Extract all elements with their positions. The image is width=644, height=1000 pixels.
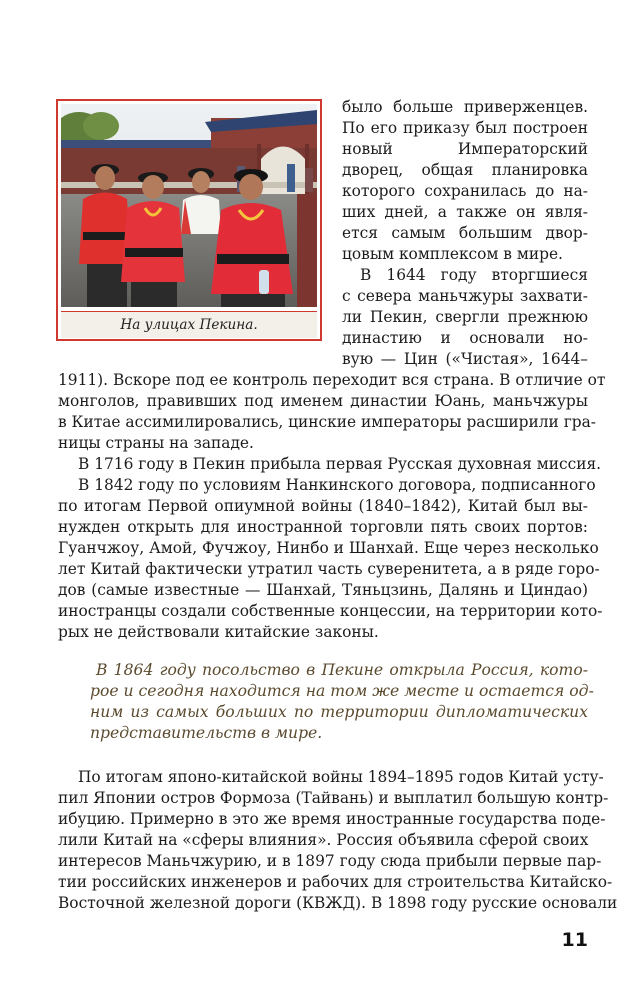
text-line: новый Императорский: [342, 140, 588, 158]
text-line: по итогам Первой опиумной войны (1840–1842), Китай был вы-: [58, 497, 588, 515]
text-line: В 1864 году посольство в Пекине открыла Россия, кото-: [96, 661, 588, 679]
paragraph-1716: [58, 454, 602, 475]
text-line: дов (самые известные — Шанхай, Тяньцзинь, Далянь и Циндао): [58, 581, 588, 599]
text-line: ницы страны на западе.: [58, 434, 254, 452]
text-line: ших дней, а также он явля-: [342, 203, 588, 221]
text-line: дворец, общая планировка: [342, 161, 588, 179]
text-line: монголов, правивших под именем династии Юань, маньчжуры: [58, 392, 588, 410]
paragraph-qing-continuation: [58, 370, 606, 454]
text-line: В 1716 году в Пекин прибыла первая Русская духовная миссия.: [78, 455, 602, 473]
right-column-text: [342, 97, 588, 370]
text-line: которого сохранилась до на-: [342, 182, 588, 200]
text-line: В 1842 году по условиям Нанкинского договора, подписанного: [78, 476, 596, 494]
text-line: ибуцию. Примерно в это же время иностранные государства поде-: [58, 810, 606, 828]
text-line: 1911). Вскоре под ее контроль переходит вся страна. В отличие от: [58, 371, 606, 389]
text-line: По его приказу был построен: [342, 119, 588, 137]
photo-illustration: [61, 104, 317, 307]
street-photo: [61, 104, 317, 307]
text-line: По итогам японо-китайской войны 1894–1895 годов Китай усту-: [78, 768, 604, 786]
photo-figure: [56, 99, 322, 341]
text-line: Гуанчжоу, Амой, Фучжоу, Нинбо и Шанхай. Еще через несколько: [58, 539, 599, 557]
text-line: ним из самых больших по территории дипломатических: [90, 703, 588, 721]
text-line: цовым комплексом в мире.: [342, 245, 563, 263]
text-line: вую — Цин («Чистая», 1644–: [342, 350, 588, 368]
page-number: 11: [561, 929, 588, 951]
text-line: пил Японии остров Формоза (Тайвань) и выплатил большую контр-: [58, 789, 609, 807]
text-line: иностранцы создали собственные концессии, на территории кото-: [58, 602, 603, 620]
paragraph-1894: [58, 767, 618, 914]
photo-caption: На улицах Пекина.: [61, 311, 317, 338]
text-line: представительств в мире.: [90, 724, 323, 742]
text-line: нужден открыть для иностранной торговли пять своих портов:: [58, 518, 588, 536]
text-line: рых не действовали китайские законы.: [58, 623, 379, 641]
text-line: лет Китай фактически утратил часть суверенитета, а в ряде горо-: [58, 560, 600, 578]
text-line: интересов Маньчжурию, и в 1897 году сюда прибыли первые пар-: [58, 852, 602, 870]
text-line: Восточной железной дороги (КВЖД). В 1898 году русские основали: [58, 894, 618, 912]
text-line: лили Китай на «сферы влияния». Россия объявила сферой своих: [58, 831, 589, 849]
text-line: с севера маньчжуры захвати-: [342, 287, 588, 305]
text-line: было больше приверженцев.: [342, 98, 588, 116]
text-line: ется самым большим двор-: [342, 224, 588, 242]
text-line: ли Пекин, свергли прежнюю: [342, 308, 588, 326]
text-line: династию и основали но-: [342, 329, 588, 347]
paragraph-1842: [58, 475, 603, 643]
text-line: в Китае ассимилировались, цинские императоры расширили гра-: [58, 413, 596, 431]
quote-block-1864: [90, 660, 594, 744]
text-line: рое и сегодня находится на том же месте и остается од-: [90, 682, 594, 700]
text-line: тии российских инженеров и рабочих для строительства Китайско-: [58, 873, 613, 891]
text-line: В 1644 году вторгшиеся: [360, 266, 588, 284]
